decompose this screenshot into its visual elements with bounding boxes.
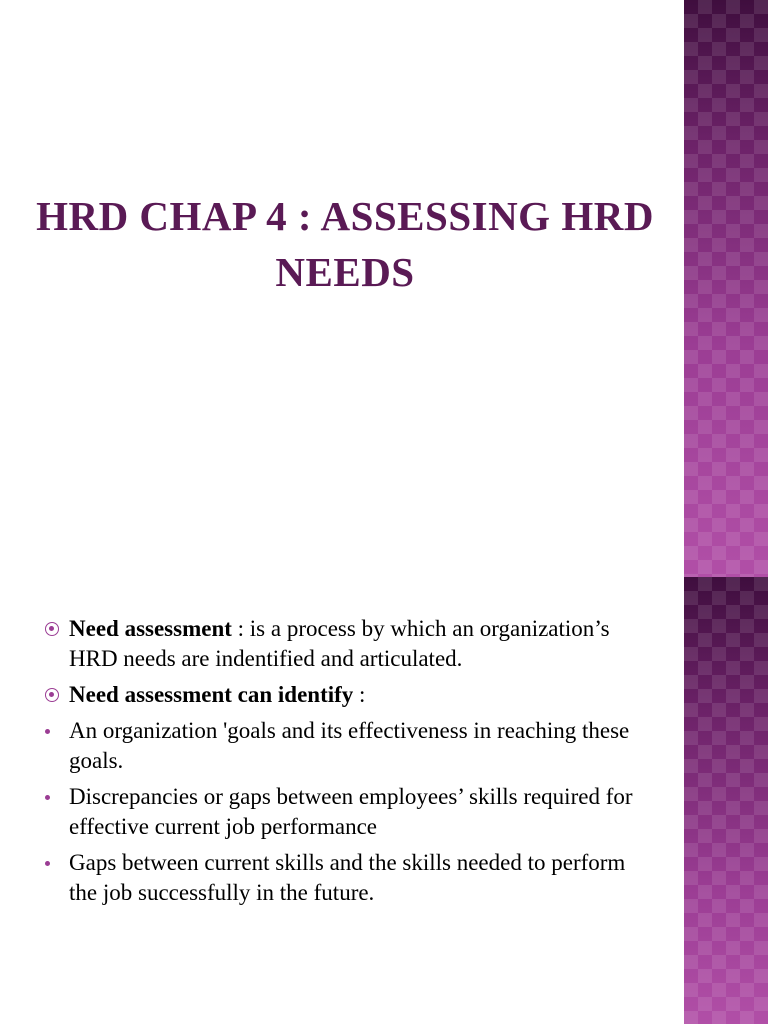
dot-bullet-icon [45, 861, 50, 866]
list-item [0, 614, 684, 674]
dot-bullet-icon [45, 795, 50, 800]
list-item [0, 680, 684, 710]
item-term: Need assessment can identify [69, 682, 354, 707]
item-term: Need assessment [69, 616, 232, 641]
target-bullet-icon [45, 622, 59, 636]
target-bullet-icon [45, 688, 59, 702]
item-text: : [353, 682, 366, 707]
list-item [0, 848, 684, 908]
item-text: : is a process by which an organization’s HRD needs are indentified and articulated. [69, 616, 610, 671]
item-text: Gaps between current skills and the skills needed to perform the job successfully in the future. [69, 850, 626, 905]
bullet-list [0, 614, 684, 908]
item-text: Discrepancies or gaps between employees’ skills required for effective current job performance [69, 784, 633, 839]
decorative-band-bottom [684, 577, 768, 1024]
item-text: An organization 'goals and its effectiveness in reaching these goals. [69, 718, 630, 773]
decorative-band-top [684, 0, 768, 577]
list-item [0, 782, 684, 842]
slide-title: HRD CHAP 4 : ASSESSING HRD NEEDS [36, 193, 654, 295]
list-item [0, 716, 684, 776]
dot-bullet-icon [45, 729, 50, 734]
